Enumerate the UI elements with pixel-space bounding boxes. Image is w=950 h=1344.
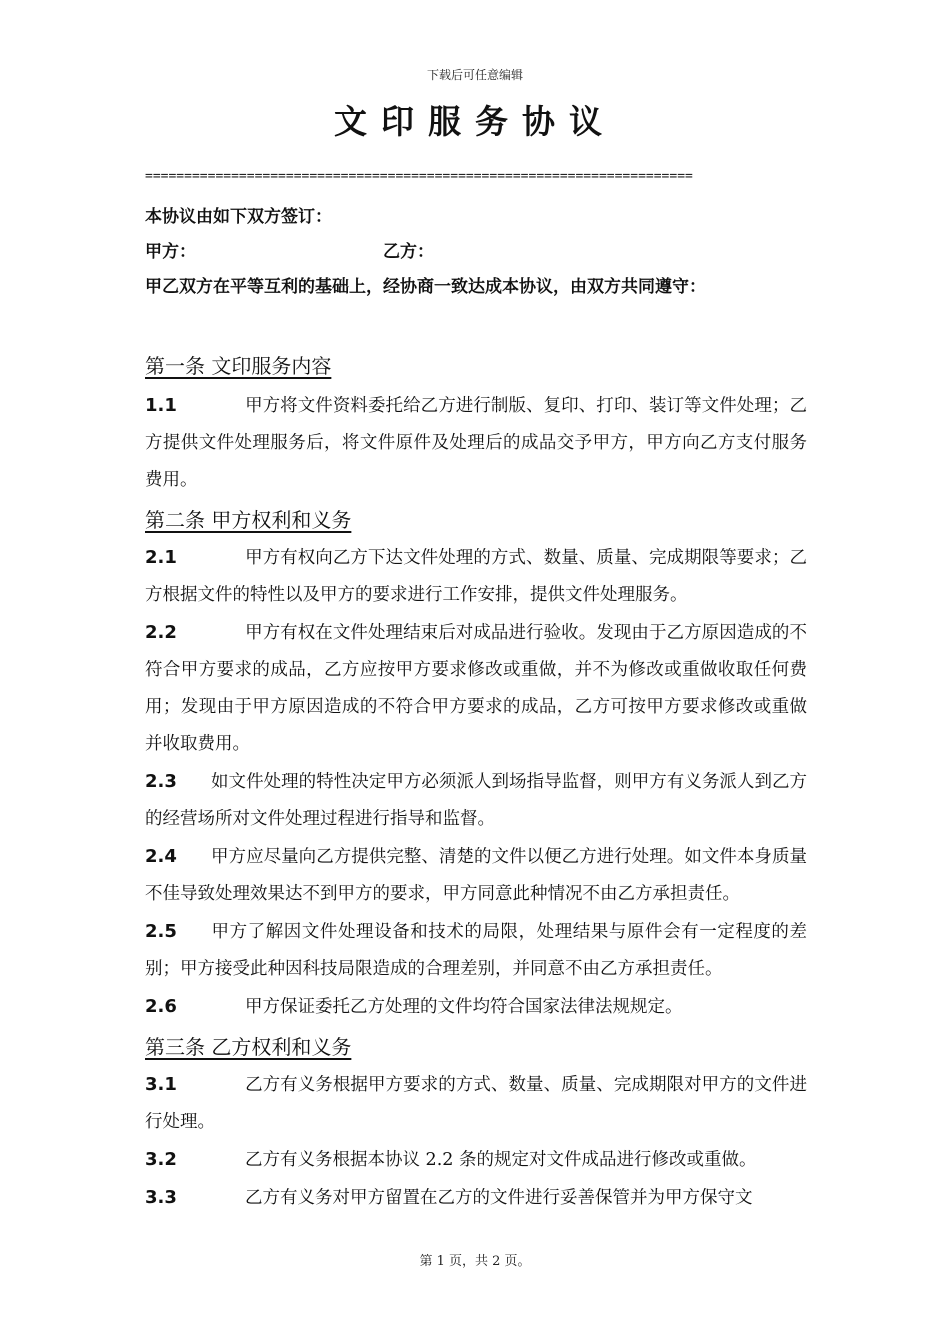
clause-number: 2.2 xyxy=(145,622,177,643)
agreement-statement: 甲乙双方在平等互利的基础上，经协商一致达成本协议，由双方共同遵守： xyxy=(145,277,706,297)
clause-text: 甲方将文件资料委托给乙方进行制版、复印、打印、装订等文件处理；乙方提供文件处理服务后，将文件原件及处理后的成品交予甲方，甲方向乙方支付服务费用。 xyxy=(145,396,807,490)
clause-number: 1.1 xyxy=(145,395,177,416)
clause-text: 甲方了解因文件处理设备和技术的局限，处理结果与原件会有一定程度的差别；甲方接受此种因科技局限造成的合理差别，并同意不由乙方承担责任。 xyxy=(145,922,807,979)
clause-2-1 xyxy=(145,539,807,614)
clause-text: 乙方有义务对甲方留置在乙方的文件进行妥善保管并为甲方保守文 xyxy=(245,1188,753,1208)
clause-number: 2.1 xyxy=(145,547,177,568)
document-title: 文印服务协议 xyxy=(334,102,616,141)
header-note: 下载后可任意编辑 xyxy=(426,68,523,82)
clause-1-1 xyxy=(145,387,807,499)
page-footer: 第 1 页，共 2 页。 xyxy=(419,1254,531,1269)
clause-number: 2.3 xyxy=(145,771,177,792)
clause-2-3 xyxy=(145,763,807,838)
party-b-label: 乙方： xyxy=(383,242,434,262)
clause-3-1 xyxy=(145,1066,807,1141)
separator-rule: ====================================================================== xyxy=(145,169,693,184)
clause-3-3 xyxy=(145,1179,807,1217)
section-heading-1: 第一条 文印服务内容 xyxy=(145,354,332,378)
clause-number: 3.2 xyxy=(145,1149,177,1170)
clause-number: 3.1 xyxy=(145,1074,177,1095)
clause-number: 3.3 xyxy=(145,1187,177,1208)
party-a-label: 甲方： xyxy=(145,242,196,262)
clause-2-4 xyxy=(145,838,807,913)
clause-text: 乙方有义务根据本协议 2.2 条的规定对文件成品进行修改或重做。 xyxy=(245,1150,757,1170)
clause-text: 甲方有权在文件处理结束后对成品进行验收。发现由于乙方原因造成的不符合甲方要求的成品，乙方应按甲方要求修改或重做，并不为修改或重做收取任何费用；发现由于甲方原因造成的不符合甲方要求的成品，乙方可按甲方要求修改或重做并收取费用。 xyxy=(145,623,807,754)
section-heading-2: 第二条 甲方权利和义务 xyxy=(145,508,352,532)
clause-number: 2.5 xyxy=(145,921,177,942)
clause-text: 甲方有权向乙方下达文件处理的方式、数量、质量、完成期限等要求；乙方根据文件的特性以及甲方的要求进行工作安排，提供文件处理服务。 xyxy=(145,548,807,605)
clause-text: 甲方保证委托乙方处理的文件均符合国家法律法规规定。 xyxy=(245,997,683,1017)
clause-text: 如文件处理的特性决定甲方必须派人到场指导监督，则甲方有义务派人到乙方的经营场所对文件处理过程进行指导和监督。 xyxy=(145,772,807,829)
intro-line: 本协议由如下双方签订： xyxy=(145,207,332,227)
clause-2-6 xyxy=(145,988,807,1026)
clause-2-2 xyxy=(145,614,807,763)
section-heading-3: 第三条 乙方权利和义务 xyxy=(145,1035,352,1059)
clause-text: 乙方有义务根据甲方要求的方式、数量、质量、完成期限对甲方的文件进行处理。 xyxy=(145,1075,807,1132)
clause-text: 甲方应尽量向乙方提供完整、清楚的文件以便乙方进行处理。如文件本身质量不佳导致处理效果达不到甲方的要求，甲方同意此种情况不由乙方承担责任。 xyxy=(145,847,807,904)
clause-3-2 xyxy=(145,1141,807,1179)
document-body xyxy=(145,166,807,1217)
clause-2-5 xyxy=(145,913,807,988)
clause-number: 2.4 xyxy=(145,846,177,867)
clause-number: 2.6 xyxy=(145,996,177,1017)
parties-line xyxy=(145,235,807,270)
